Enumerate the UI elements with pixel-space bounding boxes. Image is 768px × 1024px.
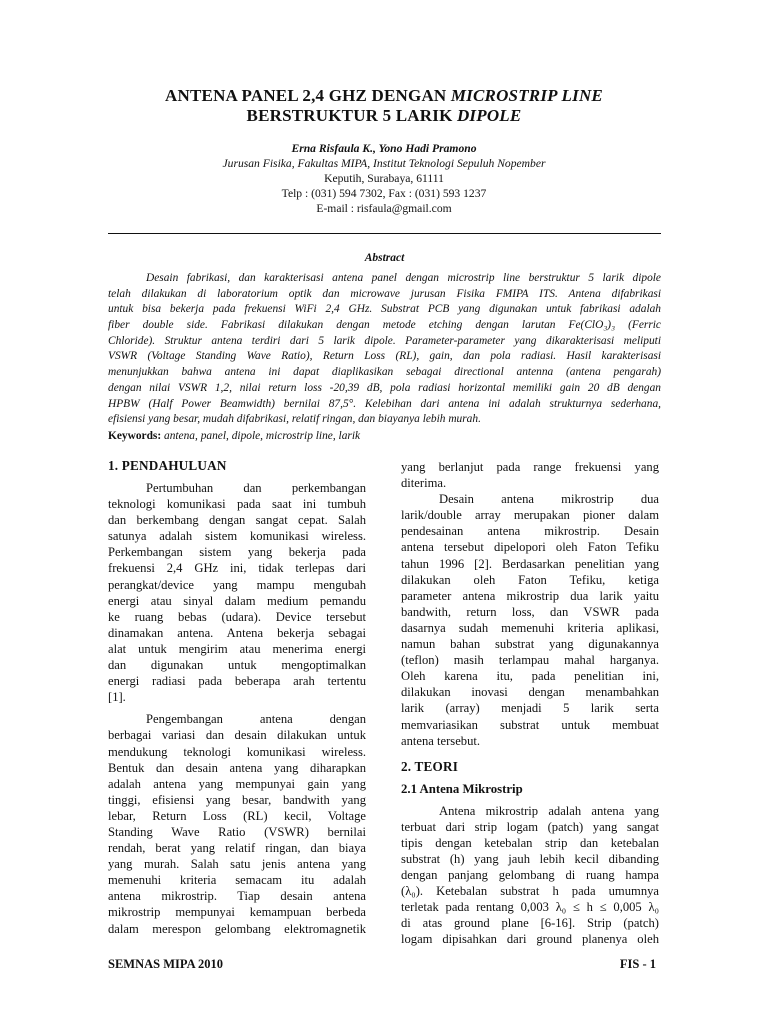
text-line: mikrostrip mempunyai kemampuan berbeda	[108, 905, 366, 920]
text-line: berbagai variasi dan desain dilakukan untuk	[108, 728, 366, 743]
text-line: ke ruang bebas (udara). Device tersebut	[108, 609, 366, 624]
abstract-line: efisiensi yang besar, mudah difabrikasi, relatif ringan, dan biayanya lebih murah.	[108, 413, 481, 426]
text-line: (teflon) masih terlampau mahal harganya.	[401, 653, 659, 668]
right-column	[401, 459, 659, 948]
text-line: terbuat dari strip logam (patch) yang sangat	[401, 819, 659, 834]
abstract-line: VSWR (Voltage Standing Wave Ratio), Return Loss (RL), gain, dan pola radiasi. Hasil karakterisasi	[108, 350, 661, 363]
section-heading-pendahuluan: 1. PENDAHULUAN	[108, 458, 227, 473]
title-line-2: BERSTRUKTUR 5 LARIK DIPOLE	[246, 106, 522, 125]
text-line: bandwith, return loss, dan VSWR pada	[401, 604, 659, 619]
text-line: Perkembangan sistem yang bekerja pada	[108, 545, 366, 560]
left-column	[108, 458, 366, 937]
author-affiliation: Jurusan Fisika, Fakultas MIPA, Institut Teknologi Sepuluh Nopember	[222, 157, 546, 170]
text-line: namun bahan substrat yang digunakannya	[401, 637, 659, 652]
text-line: memenuhi kriteria semacam itu adalah	[108, 873, 366, 888]
text-line: tinggi, efisiensi yang besar, bandwith yang	[108, 792, 366, 807]
text-line: dan berkembang dengan sangat cepat. Salah	[108, 513, 366, 528]
text-line: Desain antena mikrostrip dua	[439, 492, 659, 507]
text-line: pendesainan antena mikrostrip. Desain	[401, 524, 659, 539]
abstract-body	[108, 271, 661, 428]
paper-title	[60, 86, 708, 126]
text-line: Standing Wave Ratio (VSWR) bernilai	[108, 824, 366, 839]
text-line: antena tersebut.	[401, 733, 481, 748]
text-line: Pengembangan antena dengan	[146, 712, 366, 727]
abstract-line: telah dilakukan di laboratorium optik dan microwave jurusan Fisika FMIPA ITS. Antena difabrikasi	[108, 287, 661, 300]
top-rule	[108, 233, 661, 234]
text-line: frekuensi 2,4 GHz ini, tidak terlepas dari	[108, 561, 366, 576]
text-line: lebar, Return Loss (RL) kecil, Voltage	[108, 808, 366, 823]
text-line: di atas ground plane [6-16]. Strip (patch)	[401, 916, 659, 931]
author-phone: Telp : (031) 594 7302, Fax : (031) 593 1237	[281, 187, 487, 200]
text-line: antena mikrostrip. Tiap desain antena	[108, 889, 366, 904]
abstract-line: Chloride). Struktur antena terdiri dari 5 larik dipole. Parameter-parameter yang dikarakterisasi meliputi	[108, 334, 661, 347]
text-line: [1].	[108, 690, 126, 705]
text-line: adalah antena yang mempunyai gain yang	[108, 776, 366, 791]
text-line: Antena mikrostrip adalah antena yang	[439, 803, 659, 818]
paragraph-2	[108, 711, 366, 936]
text-line: antena tersebut dipelopori oleh Faton Tefiku	[401, 540, 659, 555]
footer-page-number: FIS - 1	[619, 957, 656, 971]
paragraph-3	[401, 491, 659, 749]
title-line-1: ANTENA PANEL 2,4 GHZ DENGAN MICROSTRIP LINE	[165, 86, 603, 105]
text-line: rendah, berat yang relatif ringan, dan biaya	[108, 841, 366, 856]
text-line: larik (array) menjadi 5 larik serta	[401, 701, 659, 716]
abstract-line: untuk bisa bekerja pada frekuensi WiFi 2,4 GHz. Substrat PCB yang digunakan untuk fabrikasi adalah	[108, 303, 661, 316]
abstract-heading: Abstract	[364, 252, 405, 264]
abstract-line: HPBW (Half Power Beamwidth) bernilai 87,5°. Kelebihan dari antena ini adalah strukturnya sederhana,	[108, 397, 661, 410]
text-line: teknologi komunikasi pada saat ini tumbuh	[108, 497, 366, 512]
subsection-heading-antena-mikrostrip: 2.1 Antena Mikrostrip	[401, 781, 523, 796]
keywords	[108, 430, 360, 442]
text-line: dasarnya sudah memenuhi kriteria aplikasi,	[401, 620, 659, 635]
text-line: tahun 1996 [2]. Berdasarkan penelitian yang	[401, 556, 659, 571]
text-line: dilakukan oleh Faton Tefiku, ketiga	[401, 572, 659, 587]
abstract-line: fiber double side. Fabrikasi dilakukan dengan metode etching dengan larutan Fe(ClO₃)₃ (Ferric	[108, 319, 661, 332]
text-line: dilakukan inovasi dengan menambahkan	[401, 685, 659, 700]
abstract-line: dengan nilai VSWR 1,2, nilai return loss -20,39 dB, pola radiasi horizontal memiliki gain 20 dB dengan	[108, 381, 661, 394]
text-line: dinamakan antena. Antena bekerja sebagai	[108, 625, 366, 640]
author-names: Erna Risfaula K., Yono Hadi Pramono	[291, 142, 477, 155]
text-line: substrat (h) yang jauh lebih kecil dibanding	[401, 851, 659, 866]
abstract-line: menunjukkan bahwa antena ini dapat diaplikasikan sebagai directional antenna (antena pengarah)	[108, 366, 661, 379]
text-line: satunya adalah sistem komunikasi wireless.	[108, 529, 366, 544]
text-line: Oleh karena itu, pada penelitian ini,	[401, 669, 659, 684]
text-line: yang murah. Salah satu jenis antena yang	[108, 857, 366, 872]
keywords-text: antena, panel, dipole, microstrip line, larik	[161, 430, 361, 442]
text-line: tipis dengan ketebalan strip dan ketebalan	[401, 835, 659, 850]
text-line: yang berlanjut pada range frekuensi yang	[401, 460, 659, 474]
section-heading-teori: 2. TEORI	[401, 758, 459, 774]
text-line: (λ₀). Ketebalan substrat h pada umumnya	[401, 884, 659, 899]
text-line: diterima.	[401, 476, 447, 491]
paragraph-1	[108, 480, 366, 705]
text-line: energi atau sinyal dalam medium pemandu	[108, 593, 366, 608]
text-line: Pertumbuhan dan perkembangan	[146, 481, 366, 495]
text-line: terletak pada rentang 0,003 λ₀ ≤ h ≤ 0,005 λ₀	[401, 900, 659, 915]
text-line: logam dipisahkan dari ground planenya oleh	[401, 932, 659, 947]
text-line: alat untuk mengirim atau menerima energi	[108, 641, 366, 656]
text-line: dan digunakan untuk mengoptimalkan	[108, 658, 366, 673]
text-line: dengan panjang gelombang di ruang hampa	[401, 868, 659, 883]
text-line: Bentuk dan desain antena yang diharapkan	[108, 760, 366, 775]
author-block	[60, 141, 708, 216]
text-line: parameter antena mikrostrip dua larik yaitu	[401, 588, 659, 603]
text-line: perangkat/device yang mampu mengubah	[108, 577, 366, 592]
footer-conference: SEMNAS MIPA 2010	[108, 957, 224, 971]
text-line: memvariasikan substrat untuk membuat	[401, 717, 659, 732]
text-line: energi radiasi pada beberapa arah tertentu	[108, 674, 366, 689]
text-line: mendukung teknologi komunikasi wireless.	[108, 744, 366, 759]
paragraph-4	[401, 803, 659, 948]
abstract-line: Desain fabrikasi, dan karakterisasi antena panel dengan microstrip line berstruktur 5 larik dipole	[146, 272, 661, 284]
paragraph-continued	[401, 459, 659, 491]
author-address: Keputih, Surabaya, 61111	[324, 172, 444, 185]
keywords-label: Keywords:	[108, 430, 162, 442]
text-line: dalam merespon gelombang elektromagnetik	[108, 921, 366, 936]
text-line: larik/double array merupakan pioner dalam	[401, 508, 659, 523]
author-email: E-mail : risfaula@gmail.com	[316, 202, 452, 215]
